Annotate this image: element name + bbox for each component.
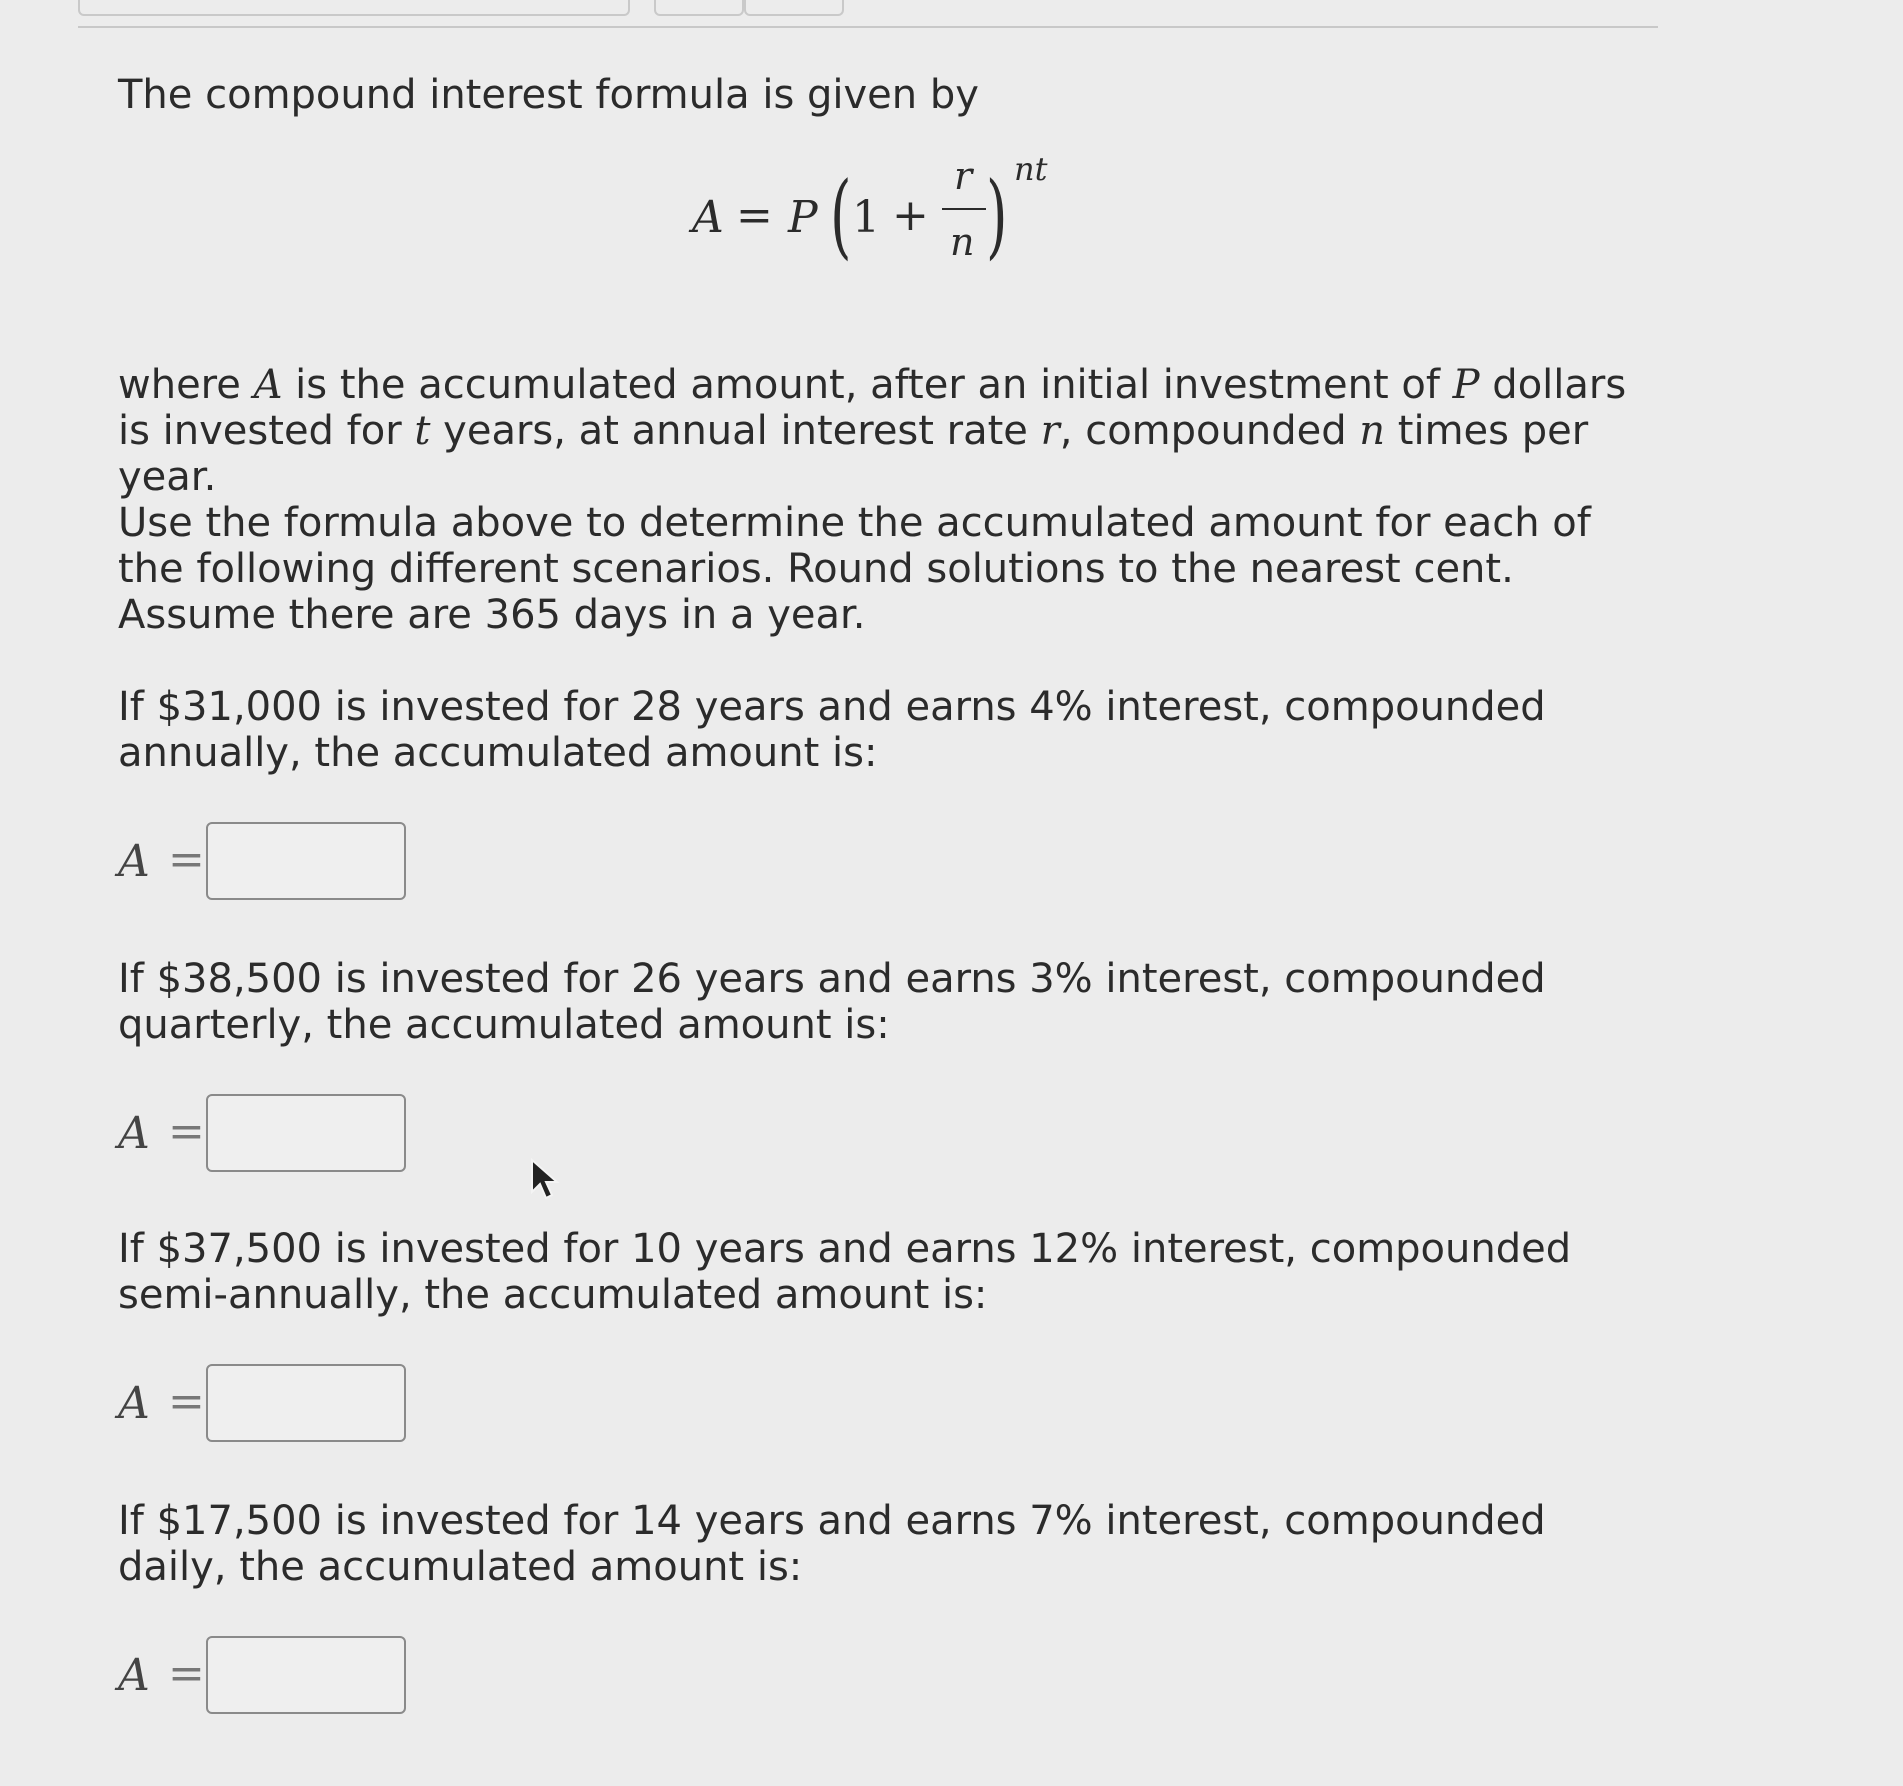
variable-t: t [414, 408, 431, 454]
definition-part: dollars is invested for [118, 362, 1627, 454]
answer-1-input[interactable] [206, 822, 406, 900]
formula-left-paren: ( [830, 162, 852, 269]
question-4-text: If $17,500 is invested for 14 years and earns 7% interest, compounded daily, the accumulated amount is: [118, 1498, 1546, 1590]
definition-text [118, 362, 1638, 500]
question-2-text: If $38,500 is invested for 26 years and earns 3% interest, compounded quarterly, the accumulated amount is: [118, 956, 1546, 1048]
answer-4-equals: = [168, 1648, 205, 1699]
tab-fragment-right [744, 0, 844, 16]
variable-n: n [1359, 408, 1386, 454]
answer-2-label: A [118, 1108, 150, 1159]
answer-4-input[interactable] [206, 1636, 406, 1714]
answer-1-equals: = [168, 834, 205, 885]
answer-2-input[interactable] [206, 1094, 406, 1172]
mouse-pointer-icon [530, 1158, 564, 1200]
answer-3-label: A [118, 1378, 150, 1429]
variable-r: r [1040, 408, 1060, 454]
answer-2-equals: = [168, 1106, 205, 1157]
formula-plus: + [892, 190, 929, 241]
instructions-text: Use the formula above to determine the accumulated amount for each of the following different scenarios. Round solutions to the nearest cent. Assume there are 365 days in a year. [118, 500, 1591, 638]
formula-fraction-bar [942, 208, 986, 210]
formula-denominator: n [950, 220, 975, 264]
answer-3-equals: = [168, 1376, 205, 1427]
formula-exponent: nt [1014, 150, 1048, 188]
formula-numerator: r [954, 154, 973, 198]
tab-fragment-middle [654, 0, 744, 16]
formula-right-paren: ) [986, 162, 1008, 269]
definition-part: times per year. [118, 408, 1589, 500]
tab-fragment-left [78, 0, 630, 16]
question-3-text: If $37,500 is invested for 10 years and earns 12% interest, compounded semi-annually, the accumulated amount is: [118, 1226, 1572, 1318]
variable-P: P [1452, 362, 1480, 408]
intro-text: The compound interest formula is given by [118, 72, 979, 118]
question-1-text: If $31,000 is invested for 28 years and earns 4% interest, compounded annually, the accumulated amount is: [118, 684, 1546, 776]
definition-part: years, at annual interest rate [430, 408, 1041, 454]
top-divider [78, 26, 1658, 28]
variable-A: A [253, 362, 283, 408]
answer-3-input[interactable] [206, 1364, 406, 1442]
definition-part: is the accumulated amount, after an initial investment of [282, 362, 1453, 408]
definition-part: , compounded [1059, 408, 1360, 454]
definition-part: where [118, 362, 254, 408]
formula-equals: = [736, 190, 773, 241]
answer-4-label: A [118, 1650, 150, 1701]
formula-A: A [692, 192, 724, 243]
formula-one: 1 [852, 192, 880, 243]
answer-1-label: A [118, 836, 150, 887]
formula-P: P [788, 192, 818, 243]
